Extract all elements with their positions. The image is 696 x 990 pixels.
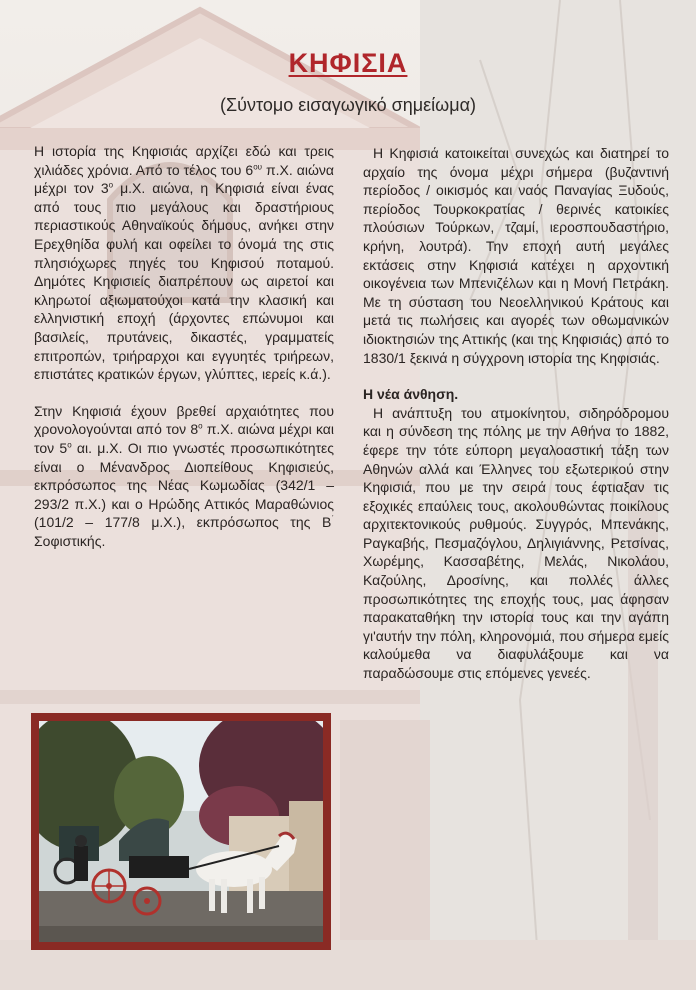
carriage-photo-image xyxy=(39,721,323,942)
right-column xyxy=(363,144,669,683)
paragraph-new-bloom: Η ανάπτυξη του ατμοκίνητου, σιδηρόδρομου και η σύνδεση της πόλης με την Αθήνα το 1882, έφερε την τότε εύπορη μεγαλοαστική τάξη των Αθηνών αλλά και Έλληνες του εξωτερικού στην Κηφισιά, που με την σειρά τους έφτιαξαν τις εξοχικές επαύλεις τους, ακολουθώντας ποικίλους αρχιτεκτονικούς ρυθμούς. Συγγρός, Μπενάκης, Ραγκαβής, Πεσμαζόγλου, Δηλιγιάννης, Ρετσίνας, Χωρέμης, Κασσαβέτης, Μελάς, Νικολάου, Καζούλης, Δροσίνης, και πολλές άλλες προσωπικότητες της εποχής τους, μας άφησαν παρακαταθήκη την ιστορία τους και την αγάπη γι'αυτήν την πόλη, κληρονομιά, που σήμερα εμείς καλούμεθα να διαφυλάξουμε και να παραδώσουμε στις επόμενες γενεές. xyxy=(363,404,669,682)
paragraph-antiquities: Στην Κηφισιά έχουν βρεθεί αρχαιότητες που χρονολογούνται από τον $8^o$ π.Χ. αιώνα μέχρι και τον $5^o$ αι. μ.Χ. Οι πιο γνωστές προσωπικότητες είναι ο Μένανδρος Διοπείθους Κηφισιεύς, εκπρόσωπος της Νέας Κωμωδίας (342/1 – 293/2 π.Χ.) και ο Ηρώδης Αττικός Μαραθώνιος (101/2 – 177/8 μ.Χ.), εκπρόσωπος της Β΄ Σοφιστικής. xyxy=(34,402,334,549)
paragraph-continuous-habitation: Η Κηφισιά κατοικείται συνεχώς και διατηρεί το αρχαίο της όνομα μέχρι σήμερα (βυζαντινή περίοδος / οικισμός και ναός Παναγίας Ξυδούς, περίοδος Τουρκοκρατίας / θερινές κατοικίες πλούσιων Τούρκων, τζαμί, ιεροσπουδαστήριο, κρήνη, λουτρά). Την εποχή αυτή μεγάλες εκτάσεις στην Κηφισιά κατέχει η αρχοντική οικογένεια των Μπενιζέλων και η Μονή Πετράκη. Με τη σύσταση του Νεοελληνικού Κράτους και μετά τις πωλήσεις και αγορές των οθωμανικών ιδιοκτησιών της Αττικής (και της Κηφισιάς) από το 1830/1 ξεκινά η σύγχρονη ιστορία της Κηφισιάς. xyxy=(363,145,669,366)
page-title: ΚΗΦΙΣΙΑ xyxy=(288,48,408,78)
page-subtitle: (Σύντομο εισαγωγικό σημείωμα) xyxy=(220,95,476,115)
paragraph-history-intro: Η ιστορία της Κηφισιάς αρχίζει εδώ και τρεις χιλιάδες χρόνια. Από το τέλος του $6^{o\upsilon}$ π.Χ. αιώνα μέχρι τον $3^o$ μ.Χ. αιώνα, η Κηφισιά είναι ένας από τους πιο μεγάλους και δραστήριους περιαστικούς Αθηναϊκούς δήμους, ανήκει στην Ερεχθηίδα φυλή και οφείλει το όνομά της στις πλησιόχωρες πηγές του Κηφισού ποταμού. Δημότες Κηφισιείς διαπρέπουν ως αιρετοί και κληρωτοί αξιωματούχοι κατά την κλασική και ελληνιστική εποχή (άρχοντες επώνυμοι και βασιλείς, πρυτάνεις, δικαστές, γραμματείς επιτροπών, τριήραρχοι και εγγυητές τριήρεων, επιστάτες κρατικών έργων, γλύπτες, ιερείς κ.ά.). xyxy=(34,143,334,383)
section-heading-new-bloom: Η νέα άνθηση. xyxy=(363,386,459,403)
left-column xyxy=(34,142,334,550)
carriage-photo xyxy=(31,713,331,950)
